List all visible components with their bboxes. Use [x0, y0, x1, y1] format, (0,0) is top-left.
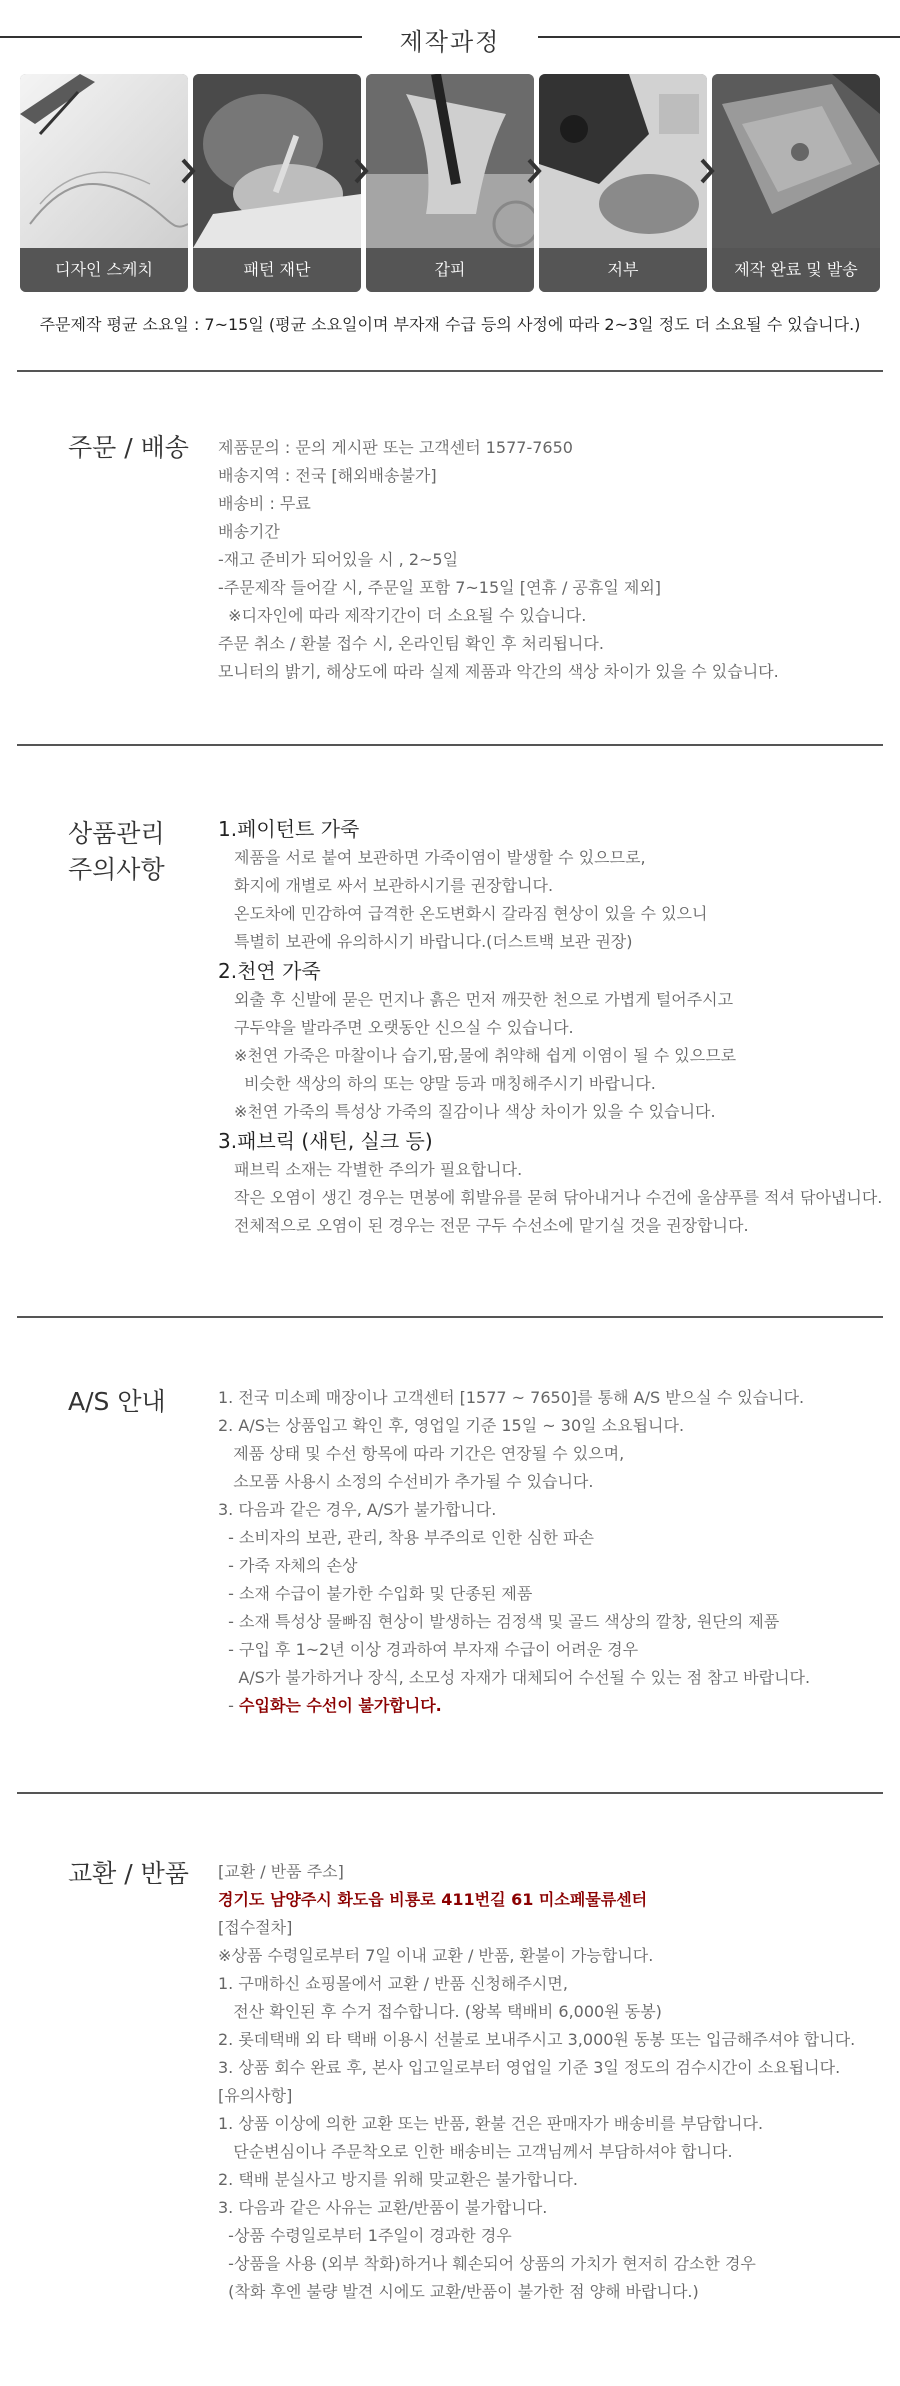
as-red-note: 수입화는 수선이 불가합니다.	[239, 1696, 442, 1715]
order-shipping-body	[218, 434, 779, 686]
exchange-line: 전산 확인된 후 수거 접수합니다. (왕복 택배비 6,000원 동봉)	[218, 2002, 662, 2021]
as-line: 1. 전국 미소페 매장이나 고객센터 [1577 ~ 7650]를 통해 A/S 받으실 수 있습니다.	[218, 1388, 805, 1407]
care-line: 구두약을 발라주면 오랫동안 신으실 수 있습니다.	[234, 1018, 574, 1037]
exchange-line: -상품 수령일로부터 1주일이 경과한 경우	[218, 2226, 512, 2245]
exchange-line: [유의사항]	[218, 2086, 293, 2105]
cutting-photo	[193, 74, 361, 248]
exchange-line: (착화 후엔 불량 발견 시에도 교환/반품이 불가한 점 양해 바랍니다.)	[218, 2282, 699, 2301]
care-body	[218, 814, 882, 1240]
care-line: 패브릭 소재는 각별한 주의가 필요합니다.	[234, 1160, 523, 1179]
header-rule-left	[0, 36, 362, 38]
as-line: - 가죽 자체의 손상	[218, 1556, 358, 1575]
upper-photo	[366, 74, 534, 248]
step-label: 제작 완료 및 발송	[712, 248, 880, 292]
exchange-line: ※상품 수령일로부터 7일 이내 교환 / 반품, 환불이 가능합니다.	[218, 1946, 654, 1965]
exchange-address: 경기도 남양주시 화도읍 비룡로 411번길 61 미소페물류센터	[218, 1890, 648, 1909]
order-line: -주문제작 들어갈 시, 주문일 포함 7~15일 [연휴 / 공휴일 제외]	[218, 578, 662, 597]
order-shipping-title: 주문 / 배송	[68, 433, 189, 462]
care-line: 화지에 개별로 싸서 보관하시기를 권장합니다.	[234, 876, 554, 895]
sketch-photo	[20, 74, 188, 248]
step-lasting	[539, 74, 707, 292]
order-line: -재고 준비가 되어있을 시 , 2~5일	[218, 550, 459, 569]
exchange-line: 단순변심이나 주문착오로 인한 배송비는 고객님께서 부담하셔야 합니다.	[218, 2142, 733, 2161]
as-title: A/S 안내	[68, 1387, 166, 1416]
care-line: 특별히 보관에 유의하시기 바랍니다.(더스트백 보관 권장)	[234, 932, 633, 951]
process-title: 제작과정	[399, 28, 501, 56]
step-upper	[366, 74, 534, 292]
order-line: 배송기간	[218, 522, 280, 541]
as-red-line	[218, 1692, 810, 1720]
exchange-title: 교환 / 반품	[68, 1859, 189, 1888]
order-line: 배송지역 : 전국 [해외배송불가]	[218, 466, 437, 485]
chevron-right-icon	[353, 158, 369, 184]
exchange-line: 2. 택배 분실사고 방지를 위해 맞교환은 불가합니다.	[218, 2170, 578, 2189]
as-line: - 소비자의 보관, 관리, 착용 부주의로 인한 심한 파손	[218, 1528, 594, 1547]
care-heading: 2.천연 가죽	[218, 959, 321, 983]
exchange-line: -상품을 사용 (외부 착화)하거나 훼손되어 상품의 가치가 현저히 감소한 경우	[218, 2254, 756, 2273]
care-title	[68, 816, 165, 888]
header-rule-right	[538, 36, 900, 38]
step-label: 패턴 재단	[193, 248, 361, 292]
care-title-line: 주의사항	[68, 855, 165, 884]
care-line: 비슷한 색상의 하의 또는 양말 등과 매칭해주시기 바랍니다.	[234, 1074, 656, 1093]
as-line: - 구입 후 1~2년 이상 경과하여 부자재 수급이 어려운 경우	[218, 1640, 639, 1659]
order-line: ※디자인에 따라 제작기간이 더 소요될 수 있습니다.	[218, 606, 587, 625]
order-line: 배송비 : 무료	[218, 494, 311, 513]
exchange-line: 1. 상품 이상에 의한 교환 또는 반품, 환불 건은 판매자가 배송비를 부담합니다.	[218, 2114, 764, 2133]
as-line: 소모품 사용시 소정의 수선비가 추가될 수 있습니다.	[218, 1472, 594, 1491]
chevron-right-icon	[526, 158, 542, 184]
exchange-body	[218, 1858, 855, 2306]
step-pattern-cutting	[193, 74, 361, 292]
section-divider	[17, 1792, 883, 1794]
process-steps	[20, 74, 880, 292]
step-complete	[712, 74, 880, 292]
as-line: - 소재 특성상 물빠짐 현상이 발생하는 검정색 및 골드 색상의 깔창, 원단의 제품	[218, 1612, 780, 1631]
exchange-line: 2. 롯데택배 외 타 택배 이용시 선불로 보내주시고 3,000원 동봉 또는 입금해주셔야 합니다.	[218, 2030, 856, 2049]
order-line: 제품문의 : 문의 게시판 또는 고객센터 1577-7650	[218, 438, 573, 457]
step-label: 저부	[539, 248, 707, 292]
care-line: 전체적으로 오염이 된 경우는 전문 구두 수선소에 맡기실 것을 권장합니다.	[234, 1216, 749, 1235]
exchange-line: 1. 구매하신 쇼핑몰에서 교환 / 반품 신청해주시면,	[218, 1974, 568, 1993]
step-design-sketch	[20, 74, 188, 292]
section-divider	[17, 370, 883, 372]
care-line: 제품을 서로 붙여 보관하면 가죽이염이 발생할 수 있으므로,	[234, 848, 646, 867]
chevron-right-icon	[180, 158, 196, 184]
as-body	[218, 1384, 810, 1720]
exchange-address-label: [교환 / 반품 주소]	[218, 1862, 344, 1881]
exchange-line: [접수절차]	[218, 1918, 293, 1937]
step-label: 디자인 스케치	[20, 248, 188, 292]
lasting-photo	[539, 74, 707, 248]
as-line: 제품 상태 및 수선 항목에 따라 기간은 연장될 수 있으며,	[218, 1444, 625, 1463]
care-line: 외출 후 신발에 묻은 먼지나 흙은 먼저 깨끗한 천으로 가볍게 털어주시고	[234, 990, 734, 1009]
exchange-line: 3. 상품 회수 완료 후, 본사 입고일로부터 영업일 기준 3일 정도의 검수시간이 소요됩니다.	[218, 2058, 841, 2077]
as-line: 2. A/S는 상품입고 확인 후, 영업일 기준 15일 ~ 30일 소요됩니다.	[218, 1416, 685, 1435]
as-line: 3. 다음과 같은 경우, A/S가 불가합니다.	[218, 1500, 497, 1519]
order-line: 모니터의 밝기, 해상도에 따라 실제 제품과 악간의 색상 차이가 있을 수 있습니다.	[218, 662, 779, 681]
average-production-time: 주문제작 평균 소요일 : 7~15일 (평균 소요일이며 부자재 수급 등의 사정에 따라 2~3일 정도 더 소요될 수 있습니다.)	[39, 315, 861, 334]
care-heading: 1.페이턴트 가죽	[218, 817, 360, 841]
care-line: ※천연 가죽은 마찰이나 습기,땀,물에 취약해 쉽게 이염이 될 수 있으므로	[234, 1046, 737, 1065]
exchange-line: 3. 다음과 같은 사유는 교환/반품이 불가합니다.	[218, 2198, 548, 2217]
care-heading: 3.패브릭 (새틴, 실크 등)	[218, 1129, 433, 1153]
order-line: 주문 취소 / 환불 접수 시, 온라인팀 확인 후 처리됩니다.	[218, 634, 604, 653]
section-divider	[17, 1316, 883, 1318]
care-line: ※천연 가죽의 특성상 가죽의 질감이나 색상 차이가 있을 수 있습니다.	[234, 1102, 716, 1121]
care-line: 작은 오염이 생긴 경우는 면봉에 휘발유를 묻혀 닦아내거나 수건에 울샴푸를 적셔 닦아냅니다.	[234, 1188, 883, 1207]
as-dash: -	[218, 1696, 240, 1715]
as-line: - 소재 수급이 불가한 수입화 및 단종된 제품	[218, 1584, 533, 1603]
section-divider	[17, 744, 883, 746]
complete-photo	[712, 74, 880, 248]
process-header	[0, 0, 900, 74]
care-line: 온도차에 민감하여 급격한 온도변화시 갈라짐 현상이 있을 수 있으니	[234, 904, 708, 923]
care-title-line: 상품관리	[68, 819, 165, 848]
chevron-right-icon	[699, 158, 715, 184]
step-label: 갑피	[366, 248, 534, 292]
as-line: A/S가 불가하거나 장식, 소모성 자재가 대체되어 수선될 수 있는 점 참고 바랍니다.	[218, 1668, 811, 1687]
